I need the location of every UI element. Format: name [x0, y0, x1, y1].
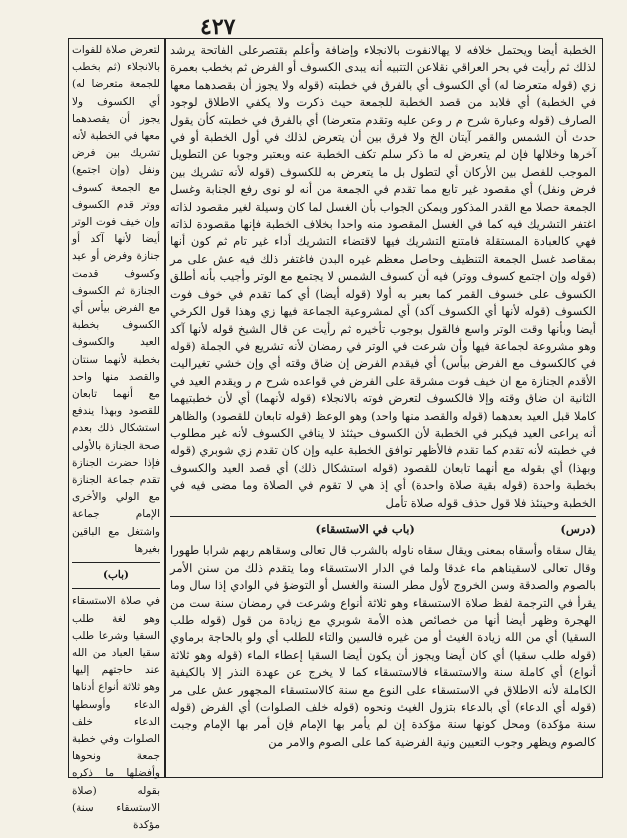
section-rule [170, 516, 596, 517]
column-divider [164, 38, 166, 778]
matn-bottom-text: في صلاة الاستسقاء وهو لغة طلب السقيا وشرعا طلب سقيا العباد من الله عند حاجتهم إليها وهو ثلاثة أنواع أدناها الدعاء وأوسطها الدعاء خلف الصلوات وفي خطبة جمعة ونحوها وأفضلها ما ذكره بقوله (صلاة الاستسقاء سنة) مؤكدة [72, 595, 160, 831]
side-chapter-heading: (باب) [103, 569, 129, 582]
chapter-heading: (باب في الاستسقاء) [315, 521, 415, 536]
lesson-label: (درس) [560, 521, 596, 536]
side-section-rule-2 [72, 588, 160, 589]
page-number: ٤٢٧ [200, 14, 236, 40]
section-header-row [170, 521, 596, 538]
matn-top-text: لتعرض صلاة للفوات بالانجلاء (ثم بخطب للجمعة متعرضا له) أي الكسوف ولا يجوز أن يقصدهما معها في الخطبة لأنه تشريك بين فرض ونفل (وإن اجتمع) مع الجمعة كسوف ووتر قدم الكسوف وإن خيف فوت الوتر أيضا لأنها آكد أو جنازة وفرض أو عيد وكسوف قدمت الجنازة ثم الكسوف مع الفرض بيأس أي الكسوف بخطبة العيد والكسوف بخطبة لأنهما سنتان والقصد منها واحد مع أنهما تابعان للقصود وبهذا يندفع استشكال ذلك بعدم صحة الجنازة بالأولى فإذا حضرت الجنازة تقدم جماعة الجنازة مع الولي والأخرى الإمام جماعة واشتغل مع الباقين بغيرها [72, 44, 160, 555]
commentary-top-paragraph: الخطبة أيضا ويحتمل خلافه لا يهالانفوت بالانجلاء وإضافة وأعلم بقتصرعلى الفاتحة يرشد لذلك ثم رأيت في بحر العراقي نقلاعن التتبيه أنه يبدى الكسوف أو الفرض ثم بخطب بعمرة زي (قوله متعرضا له) أي الكسوف أي بالفرق في خطبته (قوله ولا يجوز أن بقصدهما معها في الخطبة) أي فلابد من قصد الخطبة للجمعة حيث ذكرت ولا يكفي الاطلاق لوجود الصارف (قوله وعبارة شرح م ر وعن عليه وتقدم متعرضا) أي بالفرق في خطبته كأن يقول حدث أن الشمس والقمر آيتان الخ ولا فرق بين أن يتعرض لذلك في أول الخطبة أو في آخرها وخلالها فإن لم يتعرض له ما ذكر سلم تكف الخطبة عنه وبعتبر وجوبا عن التطويل الموجب للفصل بين الأركان أي لتطول بل ما يتعرض به للكسوف (قوله لأنه تشريك بين فرض ونفل) أي مقصود غير تابع مما تقدم في الجمعة من أنه لو نوى رفع الجنابة وغسل الجمعة حصلا مع القدر المذكور ويمكن الجواب بأن الغسل لما كان وسيلة لغير مقصود لذاته اغتفر التشريك فيه كما في الغسل المقصود منه واحدا بخلاف الخطبة فإنها مقصودة لذاته فهي كالعبادة المستقلة فامتنع التشريك فيها لاقتضاء التشريك أداء غير تام ثم كون أنها بمقاصد غسل الجمعة التنظيف وحاصل معظم غيره البدن فاغتفر ذلك فيه عش على مر (قوله وإن اجتمع كسوف ووتر) فيه أن كسوف الشمس لا يجتمع مع الوتر وأجيب بأنه أطلق الكسوف على خسوف القمر كما بعبر به أولا (قوله أيضا) أي كما تقدم في خوف فوت الكسوف (قوله لأنها أي الكسوف آكد) أي لمشروعية الجماعة فيها زي وهذا قول الكرخي أيضا وبأنها وقت الوتر واسع فالقول بوجوب تأخيره ثم رأيت عن قال الشيخ قوله لأنها آكد وهو مشروعة لجماعة فيها وأن شرعت في الوتر في رمضان لأنه تشريع في الجملة (قوله في كالكسوف مع الفرض بيأس) أي فيقدم الفرض إن ضاق وقته أي وإن خشي تغيراليت الأقدم الجنازة مع ان خيف فوت مشرقة على الفرض في قواعده شرح م ر ويقدم العيد في الثانية ان ضاق وقته وإلا فالكسوف لتعرض فوته بالانجلاء (قوله لأنهما) أي لأن خطبتيهما كاملا قبل العيد بعدهما (قوله والقصد منها واحد) وهو الوعظ (قوله تابعان للقصود) والظاهر أنه يراعى العيد فيكبر في الخطبة لأن الكسوف حيثئذ لا ينافي الكسوف لأنه غير مطلوب في خطبته لأنه تقدم كما تقدم فالأظهر توافق الخطبة عليه وإن كان تقدم زي شوبري (قوله وبهذا) أي بقوله مع أنهما تابعان للقصود (قوله استشكال ذلك) أي قصد العيد والكسوف بخطبة واحدة (قوله بقية صلاة واحدة) أي إذ هي لا تقوم في الصلاة وما مضى فيه في الخطبة وحينئذ فلا قول حذف قوله صلاة تأمل [170, 43, 596, 510]
side-section-rule [72, 562, 160, 563]
commentary-bottom-paragraph: يقال سقاه وأسقاه بمعنى ويقال سقاه ناوله بالشرب قال تعالى وسقاهم ربهم شرابا طهورا وقال تعالى لاسقيناهم ماء غدقا ولما في الدار الاستسقاء وما يتقدم ذلك من سنن الأمر بالصوم والصدقة وسن الخروج لأول مطر السنة والغسل أو التوضؤ في الوادي إذا سال وما يقرأ في الترجمة لفظ صلاة الاستسقاء وهو ثلاثة أنواع وشرعت في رمضان سنة ست من الهجرة وظهر أيضا أنها من خصائص هذه الأمة شوبري مع زيادة من قول (قوله طلب السقيا) أي من الله زيادة الغيث أو من غيره فالسين والتاء للطلب أي ولو بالحاجة برماوي (قوله طلب سقيا) أي كان أيضا ويجوز أن يكون أيضا السقيا إعطاء الماء (قوله وهو ثلاثة أنواع) أي كاملة سنة والاستسقاء فالاستسقاء كما لا يخرج عن عهدة النذر إلا بالكيفية الكاملة لأنه الاطلاق في الاستسقاء على النوع مع سنة كالاستسقاء المجهور عش على مر (قوله أي الدعاء) أي بالدعاء بتزول الغيث ونحوه (قوله خلف الصلوات) أي الفرض (قوله سنة مؤكدة) ومحل كونها سنة مؤكدة إن لم يأمر بها الإمام فإن أمر بها الإمام وجبت كالصوم ويظهر وجوب التعيين ونية الفرضية كما على الصوم والامر من [170, 543, 596, 749]
main-commentary-column [170, 42, 596, 772]
side-matn-column [72, 42, 160, 831]
